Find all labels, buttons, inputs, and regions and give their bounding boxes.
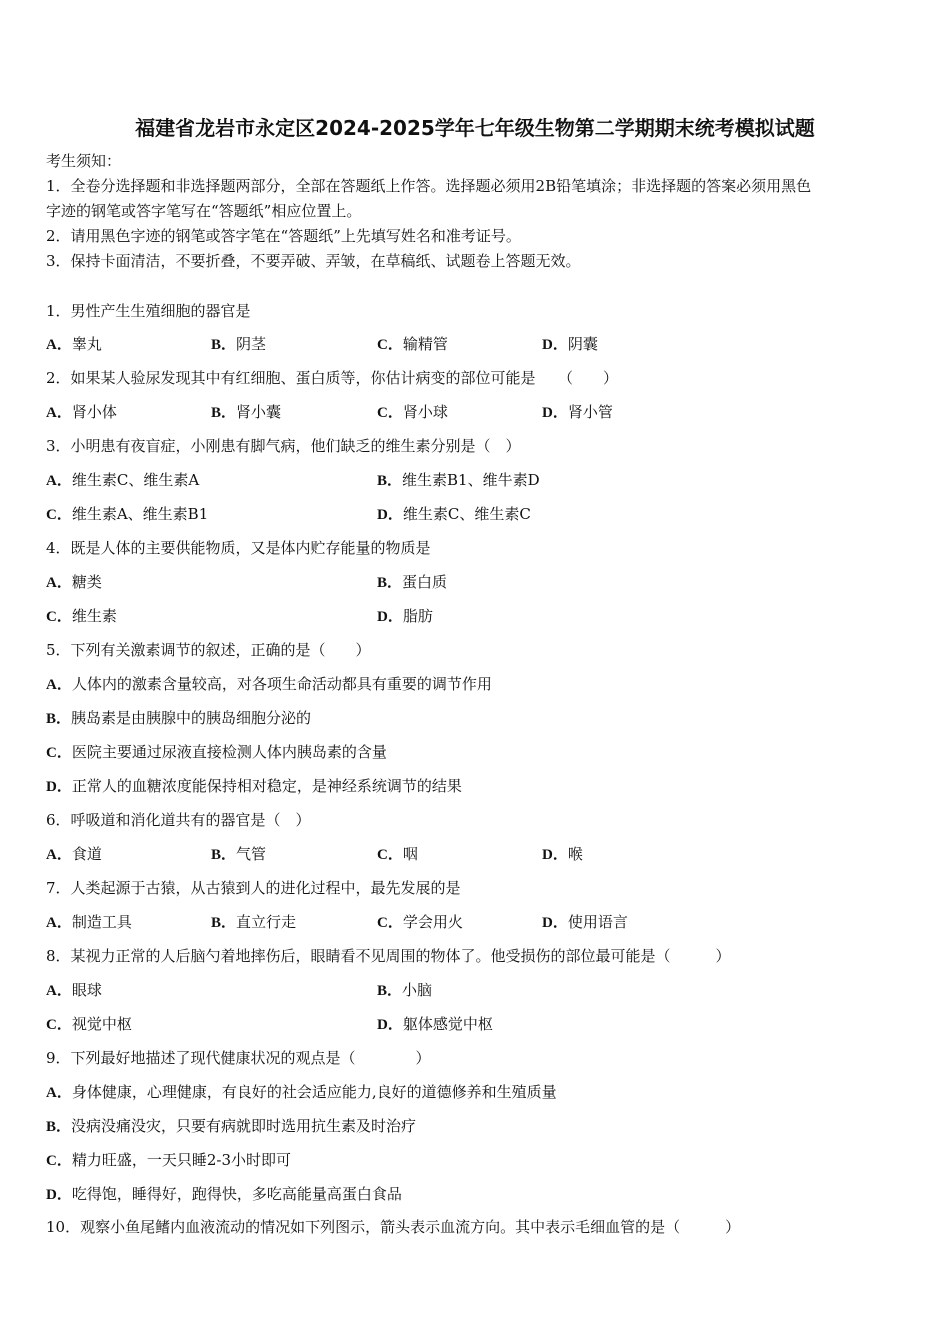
- option-d: D．躯体感觉中枢: [377, 1015, 493, 1033]
- option-d: D．肾小管: [542, 403, 613, 421]
- option-c: C．精力旺盛，一天只睡2-3小时即可: [46, 1151, 292, 1169]
- option-c: C．咽: [377, 845, 418, 863]
- notice-item: 3．保持卡面清洁，不要折叠，不要弄破、弄皱，在草稿纸、试题卷上答题无效。: [46, 252, 581, 270]
- notice-heading: 考生须知：: [46, 152, 122, 170]
- option-d: D．脂肪: [377, 607, 433, 625]
- option-b: B．阴茎: [211, 335, 267, 353]
- option-a: A．食道: [46, 845, 102, 863]
- option-b: B．没病没痛没灾，只要有病就即时选用抗生素及时治疗: [46, 1117, 417, 1135]
- option-a: A．维生素C、维生素A: [46, 471, 200, 489]
- option-d: D．喉: [542, 845, 583, 863]
- option-a: A．制造工具: [46, 913, 132, 931]
- option-c: C．维生素: [46, 607, 117, 625]
- option-b: B．气管: [211, 845, 267, 863]
- option-a: A．肾小体: [46, 403, 117, 421]
- option-a: A．眼球: [46, 981, 102, 999]
- question-stem: 7．人类起源于古猿，从古猿到人的进化过程中，最先发展的是: [46, 879, 461, 897]
- option-a: A．身体健康，心理健康，有良好的社会适应能力,良好的道德修养和生殖质量: [46, 1083, 557, 1101]
- option-d: D．使用语言: [542, 913, 628, 931]
- option-c: C．输精管: [377, 335, 448, 353]
- option-d: D．阴囊: [542, 335, 598, 353]
- question-stem: 1．男性产生生殖细胞的器官是: [46, 302, 251, 320]
- question-stem: 10．观察小鱼尾鳍内血液流动的情况如下列图示，箭头表示血流方向。其中表示毛细血管的是（ ）: [46, 1218, 741, 1236]
- option-c: C．学会用火: [377, 913, 463, 931]
- option-a: A．人体内的激素含量较高，对各项生命活动都具有重要的调节作用: [46, 675, 492, 693]
- option-b: B．直立行走: [211, 913, 297, 931]
- notice-item: 2．请用黑色字迹的钢笔或答字笔在“答题纸”上先填写姓名和准考证号。: [46, 227, 521, 245]
- option-c: C．视觉中枢: [46, 1015, 132, 1033]
- question-stem: 9．下列最好地描述了现代健康状况的观点是（ ）: [46, 1049, 431, 1067]
- question-stem: 4．既是人体的主要供能物质，又是体内贮存能量的物质是: [46, 539, 431, 557]
- option-b: B．肾小囊: [211, 403, 282, 421]
- option-b: B．蛋白质: [377, 573, 448, 591]
- option-b: B．胰岛素是由胰腺中的胰岛细胞分泌的: [46, 709, 312, 727]
- option-c: C．维生素A、维生素B1: [46, 505, 209, 523]
- question-stem: 2．如果某人验尿发现其中有红细胞、蛋白质等，你估计病变的部位可能是 （ ）: [46, 369, 619, 387]
- question-stem: 8．某视力正常的人后脑勺着地摔伤后，眼睛看不见周围的物体了。他受损伤的部位最可能是（ ）: [46, 947, 731, 965]
- option-b: B．小脑: [377, 981, 433, 999]
- notice-item: 1．全卷分选择题和非选择题两部分，全部在答题纸上作答。选择题必须用2B铅笔填涂；非选择题的答案必须用黑色: [46, 177, 812, 195]
- notice-item: 字迹的钢笔或答字笔写在“答题纸”相应位置上。: [46, 202, 362, 220]
- option-c: C．肾小球: [377, 403, 448, 421]
- question-stem: 3．小明患有夜盲症，小刚患有脚气病，他们缺乏的维生素分别是（ ）: [46, 437, 521, 455]
- option-d: D．维生素C、维生素C: [377, 505, 531, 523]
- option-a: A．睾丸: [46, 335, 102, 353]
- question-stem: 5．下列有关激素调节的叙述，正确的是（ ）: [46, 641, 371, 659]
- option-a: A．糖类: [46, 573, 102, 591]
- page-title: 福建省龙岩市永定区2024-2025学年七年级生物第二学期期末统考模拟试题: [135, 116, 815, 140]
- option-c: C．医院主要通过尿液直接检测人体内胰岛素的含量: [46, 743, 387, 761]
- option-d: D．吃得饱，睡得好，跑得快，多吃高能量高蛋白食品: [46, 1185, 402, 1203]
- option-d: D．正常人的血糖浓度能保持相对稳定，是神经系统调节的结果: [46, 777, 462, 795]
- option-b: B．维生素B1、维牛素D: [377, 471, 540, 489]
- question-stem: 6．呼吸道和消化道共有的器官是（ ）: [46, 811, 311, 829]
